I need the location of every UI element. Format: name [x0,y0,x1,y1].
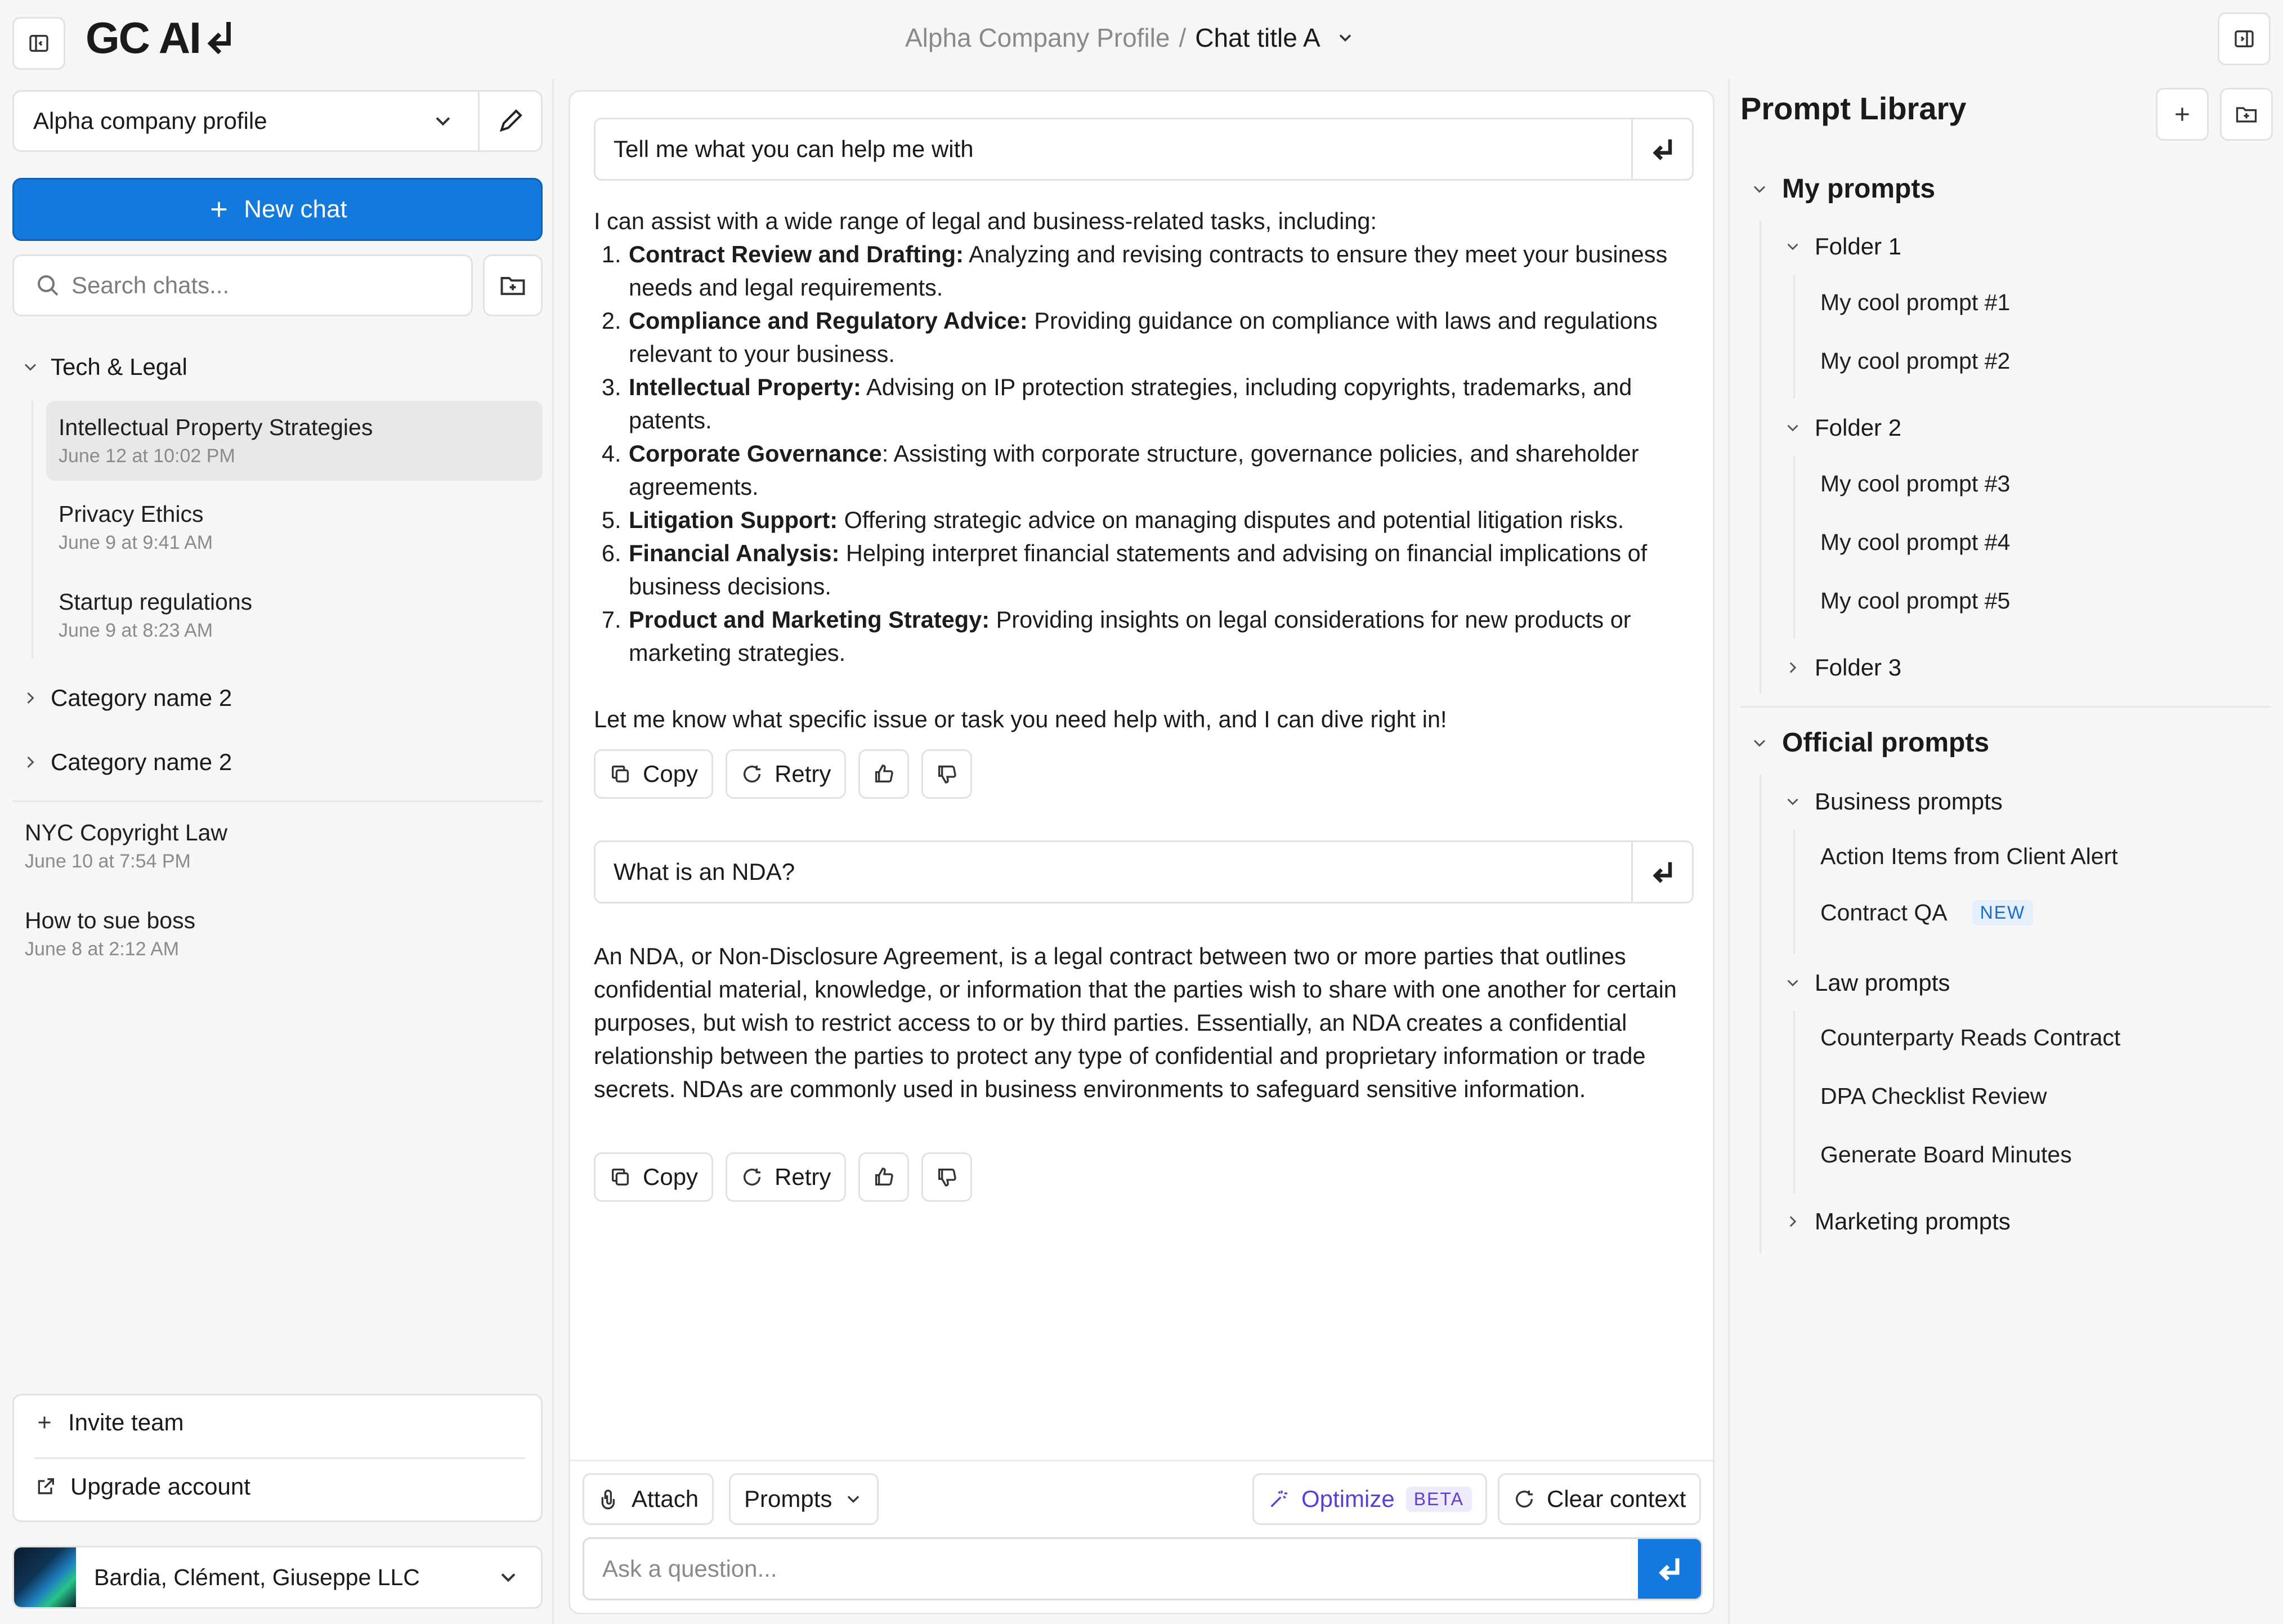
chat-date: June 10 at 7:54 PM [25,851,191,872]
folder-label: Folder 2 [1815,414,1902,441]
avatar [14,1546,76,1608]
plus-icon [34,1412,55,1433]
app-logo: GC AI [86,12,235,64]
thumbs-up-button[interactable] [858,1152,909,1202]
thumbs-up-icon [872,763,895,785]
chevron-down-icon [496,1565,541,1590]
chat-item-nyc-copyright[interactable] [12,806,509,886]
attach-label: Attach [632,1486,699,1512]
add-prompt-button[interactable] [2156,88,2209,141]
user-message [594,118,1694,181]
section-label: Official prompts [1782,728,1990,758]
copy-icon [609,1166,632,1188]
chevron-down-icon[interactable] [1335,28,1355,48]
assistant-message [594,939,1697,1106]
list-item: 3. Intellectual Property: Advising on IP protection strategies, including copyrights, trademarks, and patents. [628,370,1697,437]
prompt-item[interactable]: My cool prompt #4 [1820,529,2011,555]
prompt-item[interactable]: My cool prompt #2 [1820,348,2011,374]
chat-date: June 8 at 2:12 AM [25,938,180,960]
chat-item-ip-strategies[interactable] [46,401,543,481]
toggle-prompt-library-button[interactable] [2218,12,2271,65]
chat-title: Privacy Ethics [59,501,204,527]
list-item: 7. Product and Marketing Strategy: Providing insights on legal considerations for new products or marketing strategies. [628,603,1697,669]
chat-title: How to sue boss [25,907,196,933]
clear-context-label: Clear context [1547,1486,1686,1512]
prompt-item[interactable]: My cool prompt #1 [1820,289,2011,315]
attach-button[interactable] [583,1473,714,1525]
thumbs-up-icon [872,1166,895,1188]
list-item: 2. Compliance and Regulatory Advice: Providing guidance on compliance with laws and regulations relevant to your business. [628,304,1697,370]
prompt-item[interactable]: Counterparty Reads Contract [1820,1024,2121,1050]
resend-button[interactable] [1631,119,1692,179]
plus-icon [2171,103,2194,126]
folder-2[interactable] [1783,414,1901,441]
folder-label: Marketing prompts [1815,1208,2011,1234]
sidebar-toggle-icon [28,32,50,55]
list-item: 5. Litigation Support: Offering strategic advice on managing disputes and potential litigation risks. [628,503,1697,536]
chat-date: June 12 at 10:02 PM [59,445,235,467]
copy-label: Copy [643,1164,699,1190]
chat-date: June 9 at 8:23 AM [59,620,213,641]
sidebar-divider [12,800,543,802]
section-label: My prompts [1782,174,1936,204]
workspace-name: Alpha company profile [33,108,267,134]
breadcrumb-parent[interactable]: Alpha Company Profile [905,23,1170,52]
chevron-right-icon [1783,1212,1802,1231]
chat-item-privacy-ethics[interactable] [46,487,543,567]
chevron-down-icon [1749,733,1770,753]
folder-business-prompts[interactable] [1783,788,2003,815]
prompt-item[interactable]: Action Items from Client Alert [1820,843,2118,869]
thumbs-down-button[interactable] [921,749,972,799]
chat-title[interactable]: Chat title A [1195,23,1320,52]
category-label: Category name 2 [51,749,232,775]
prompts-dropdown[interactable] [729,1473,879,1525]
chat-date: June 9 at 9:41 AM [59,532,213,553]
folder-3[interactable] [1783,654,1901,681]
user-message [594,840,1694,903]
retry-label: Retry [775,760,831,787]
chat-title: Startup regulations [59,589,253,615]
answer-outro: Let me know what specific issue or task you need help with, and I can dive right in! [594,706,1447,732]
search-placeholder: Search chats... [71,272,230,298]
account-switcher[interactable] [12,1546,543,1609]
new-chat-label: New chat [244,195,347,223]
category-name-2[interactable] [20,749,232,776]
chevron-down-icon [1783,792,1802,811]
prompt-item-contract-qa[interactable] [1820,900,2033,926]
copy-button[interactable] [594,1152,713,1202]
chevron-right-icon [1783,658,1802,677]
answer-text: An NDA, or Non-Disclosure Agreement, is a legal contract between two or more parties that outlines confidential material, knowledge, or information that the parties wish to share with one another for certain purposes, but wish to restrict access to or by third parties. Essentially, an NDA creates a confidential relationship between the parties to protect any type of confidential and proprietary information or trade secrets. NDAs are commonly used in business environments to safeguard sensitive information. [594,943,1677,1102]
list-item: 6. Financial Analysis: Helping interpret financial statements and advising on financial implications of business decisions. [628,536,1697,603]
chevron-down-icon [431,109,478,133]
paperclip-icon [598,1488,620,1510]
plus-icon [208,198,230,221]
chevron-down-icon [1783,237,1802,256]
retry-label: Retry [775,1164,831,1190]
search-chats-input[interactable] [12,254,473,316]
enter-arrow-icon [1648,135,1677,164]
prompt-item[interactable]: My cool prompt #5 [1820,588,2011,614]
chat-title: Intellectual Property Strategies [59,414,373,440]
clear-context-button[interactable] [1498,1473,1701,1525]
list-item: 4. Corporate Governance: Assisting with corporate structure, governance policies, and shareholder agreements. [628,437,1697,503]
folder-label: Folder 1 [1815,233,1902,260]
pencil-icon [497,108,524,135]
optimize-label: Optimize [1301,1486,1395,1512]
upgrade-account-button[interactable] [34,1473,250,1500]
message-actions [594,1152,972,1202]
collapse-sidebar-button[interactable] [12,17,65,70]
optimize-button[interactable] [1252,1473,1487,1525]
section-official-prompts[interactable] [1749,727,1989,758]
copy-icon [609,763,632,785]
user-message-text: What is an NDA? [614,858,795,885]
refresh-icon [1513,1488,1536,1510]
panel-toggle-icon [2233,28,2255,50]
enter-arrow-icon [204,20,235,56]
sidebar-actions [12,1394,543,1522]
workspace-selector[interactable] [12,90,543,152]
chevron-right-icon [20,752,41,772]
beta-badge: BETA [1406,1487,1472,1512]
chevron-down-icon [1783,973,1802,992]
folder-1[interactable] [1783,233,1901,260]
tree-line [1793,275,1795,399]
chevron-down-icon [1749,179,1770,199]
prompt-item[interactable]: DPA Checklist Review [1820,1083,2047,1109]
folder-law-prompts[interactable] [1783,969,1950,996]
category-label: Category name 2 [51,685,232,711]
upgrade-label: Upgrade account [70,1473,250,1500]
tree-line [1793,830,1795,954]
edit-workspace-button[interactable] [478,92,541,150]
folder-label: Folder 3 [1815,654,1902,681]
chevron-down-icon [20,357,41,377]
answer-list [594,238,1697,669]
folder-plus-icon [498,271,527,300]
breadcrumb-separator: / [1179,23,1187,52]
folder-plus-icon [2234,102,2259,127]
tree-line [1760,221,1761,694]
new-chat-button[interactable] [12,178,543,241]
enter-arrow-icon [1648,857,1677,887]
enter-arrow-icon [1654,1553,1685,1585]
prompt-item[interactable]: Generate Board Minutes [1820,1142,2072,1167]
invite-label: Invite team [68,1409,184,1435]
chevron-down-icon [1783,418,1802,437]
category-label: Tech & Legal [51,354,187,380]
external-link-icon [34,1475,57,1498]
tree-line [32,401,33,659]
prompt-label: Contract QA [1820,900,1948,925]
prompt-library-title: Prompt Library [1740,91,1967,126]
refresh-icon [741,763,763,785]
prompts-label: Prompts [744,1486,832,1512]
chevron-right-icon [20,688,41,708]
thumbs-up-button[interactable] [858,749,909,799]
chevron-down-icon [843,1489,863,1509]
copy-label: Copy [643,760,699,787]
category-tech-legal[interactable] [20,354,187,381]
chat-item-sue-boss[interactable] [12,894,509,974]
tree-line [1793,456,1795,638]
folder-marketing-prompts[interactable] [1783,1208,2011,1235]
search-icon [34,272,61,299]
retry-button[interactable] [726,1152,846,1202]
category-name-2[interactable] [20,685,232,712]
section-my-prompts[interactable] [1749,173,1935,204]
list-item: 1. Contract Review and Drafting: Analyzing and revising contracts to ensure they meet your business needs and legal requirements. [628,238,1697,304]
prompt-item[interactable]: My cool prompt #3 [1820,471,2011,496]
refresh-icon [741,1166,763,1188]
chat-panel [568,90,1715,1614]
copy-button[interactable] [594,749,713,799]
magic-wand-icon [1268,1488,1290,1510]
add-prompt-folder-button[interactable] [2220,88,2273,141]
invite-team-button[interactable] [34,1409,183,1436]
answer-intro: I can assist with a wide range of legal and business-related tasks, including: [594,208,1377,234]
ask-placeholder: Ask a question... [602,1555,777,1582]
divider [34,1457,525,1459]
chat-title: NYC Copyright Law [25,820,228,845]
resend-button[interactable] [1631,842,1692,902]
breadcrumb [905,23,1355,53]
account-name: Bardia, Clément, Giuseppe LLC [94,1564,420,1590]
send-button[interactable] [1638,1539,1701,1599]
folder-label: Business prompts [1815,788,2003,815]
message-actions [594,749,972,799]
ask-input[interactable] [583,1537,1703,1600]
thumbs-down-icon [935,763,958,785]
folder-label: Law prompts [1815,969,1950,996]
thumbs-down-icon [935,1166,958,1188]
section-divider [1740,706,2271,708]
retry-button[interactable] [726,749,846,799]
assistant-message [594,204,1697,736]
tree-line [1793,1011,1795,1193]
user-message-text: Tell me what you can help me with [614,136,974,162]
thumbs-down-button[interactable] [921,1152,972,1202]
chat-item-startup-regulations[interactable] [46,575,543,655]
new-folder-button[interactable] [483,254,543,316]
tree-line [1760,775,1761,1253]
composer-divider [570,1460,1713,1461]
new-badge: NEW [1972,900,2034,925]
